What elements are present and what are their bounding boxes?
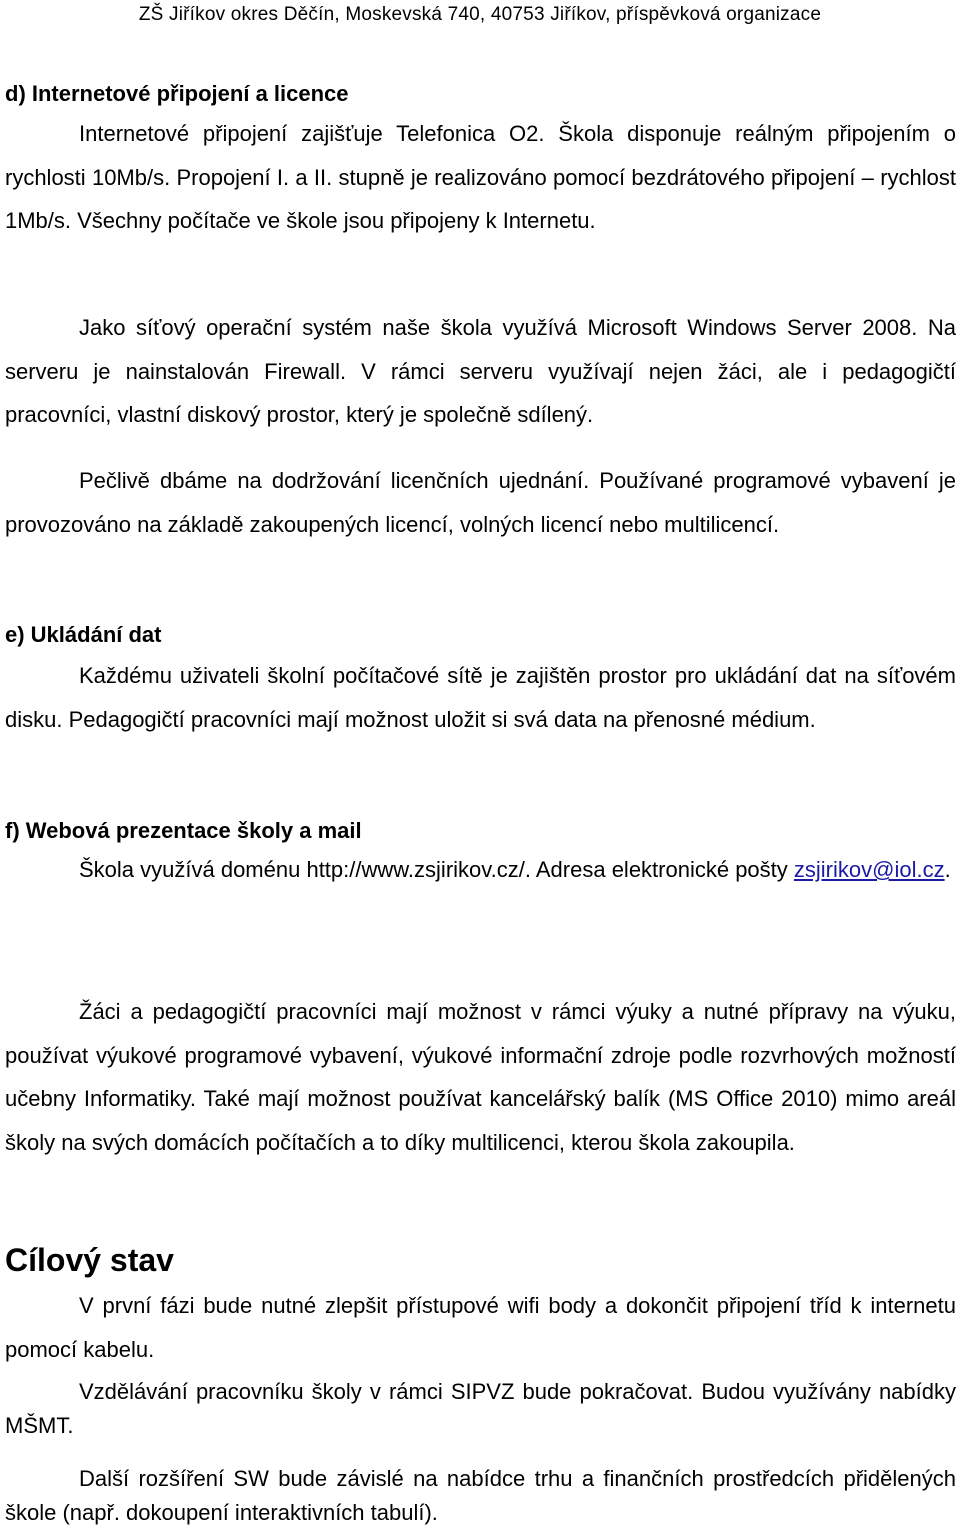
- section-f-end: .: [944, 857, 951, 882]
- section-e-paragraph-1: Každému uživateli školní počítačové sítě je zajištěn prostor pro ukládání dat na síťovém disku. Pedagogičtí pracovníci mají možnost uložit si svá data na přenosné médium.: [5, 663, 956, 732]
- section-e-heading: e) Ukládání dat: [5, 622, 162, 647]
- target-paragraph-2: Vzdělávání pracovníku školy v rámci SIPVZ bude pokračovat. Budou využívány nabídky MŠMT.: [5, 1379, 956, 1438]
- target-heading: Cílový stav: [5, 1242, 174, 1278]
- email-link[interactable]: zsjirikov@iol.cz: [793, 857, 945, 882]
- section-d-heading: d) Internetové připojení a licence: [5, 81, 349, 106]
- page-header: ZŠ Jiříkov okres Děčín, Moskevská 740, 40753 Jiříkov, příspěvková organizace: [138, 4, 822, 25]
- section-d-paragraph-2: Jako síťový operační systém naše škola využívá Microsoft Windows Server 2008. Na serveru je nainstalován Firewall. V rámci serveru využívají nejen žáci, ale i pedagogičtí pracovníci, vlastní diskový prostor, který je společně sdílený.: [5, 315, 956, 428]
- software-paragraph: Žáci a pedagogičtí pracovníci mají možnost v rámci výuky a nutné přípravy na výuku, používat výukové programové vybavení, výukové informační zdroje podle rozvrhových možností učebny Informatiky. Také mají možnost používat kancelářský balík (MS Office 2010) mimo areál školy na svých domácích počítačích a to díky multilicenci, kterou škola zakoupila.: [5, 999, 956, 1155]
- section-f-text: Škola využívá doménu http://www.zsjirikov.cz/. Adresa elektronické pošty: [79, 857, 788, 882]
- section-f-heading: f) Webová prezentace školy a mail: [5, 818, 362, 843]
- section-d-paragraph-1: Internetové připojení zajišťuje Telefonica O2. Škola disponuje reálným připojením o rychlosti 10Mb/s. Propojení I. a II. stupně je realizováno pomocí bezdrátového připojení – rychlost 1Mb/s. Všechny počítače ve škole jsou připojeny k Internetu.: [5, 121, 956, 234]
- target-paragraph-3: Další rozšíření SW bude závislé na nabídce trhu a finančních prostředcích přidělených škole (např. dokoupení interaktivních tabulí).: [5, 1466, 956, 1525]
- section-d-paragraph-3: Pečlivě dbáme na dodržování licenčních ujednání. Používané programové vybavení je provozováno na základě zakoupených licencí, volných licencí nebo multilicencí.: [5, 468, 956, 537]
- section-f-paragraph-1: [5, 853, 956, 887]
- target-paragraph-1: V první fázi bude nutné zlepšit přístupové wifi body a dokončit připojení tříd k internetu pomocí kabelu.: [5, 1293, 956, 1362]
